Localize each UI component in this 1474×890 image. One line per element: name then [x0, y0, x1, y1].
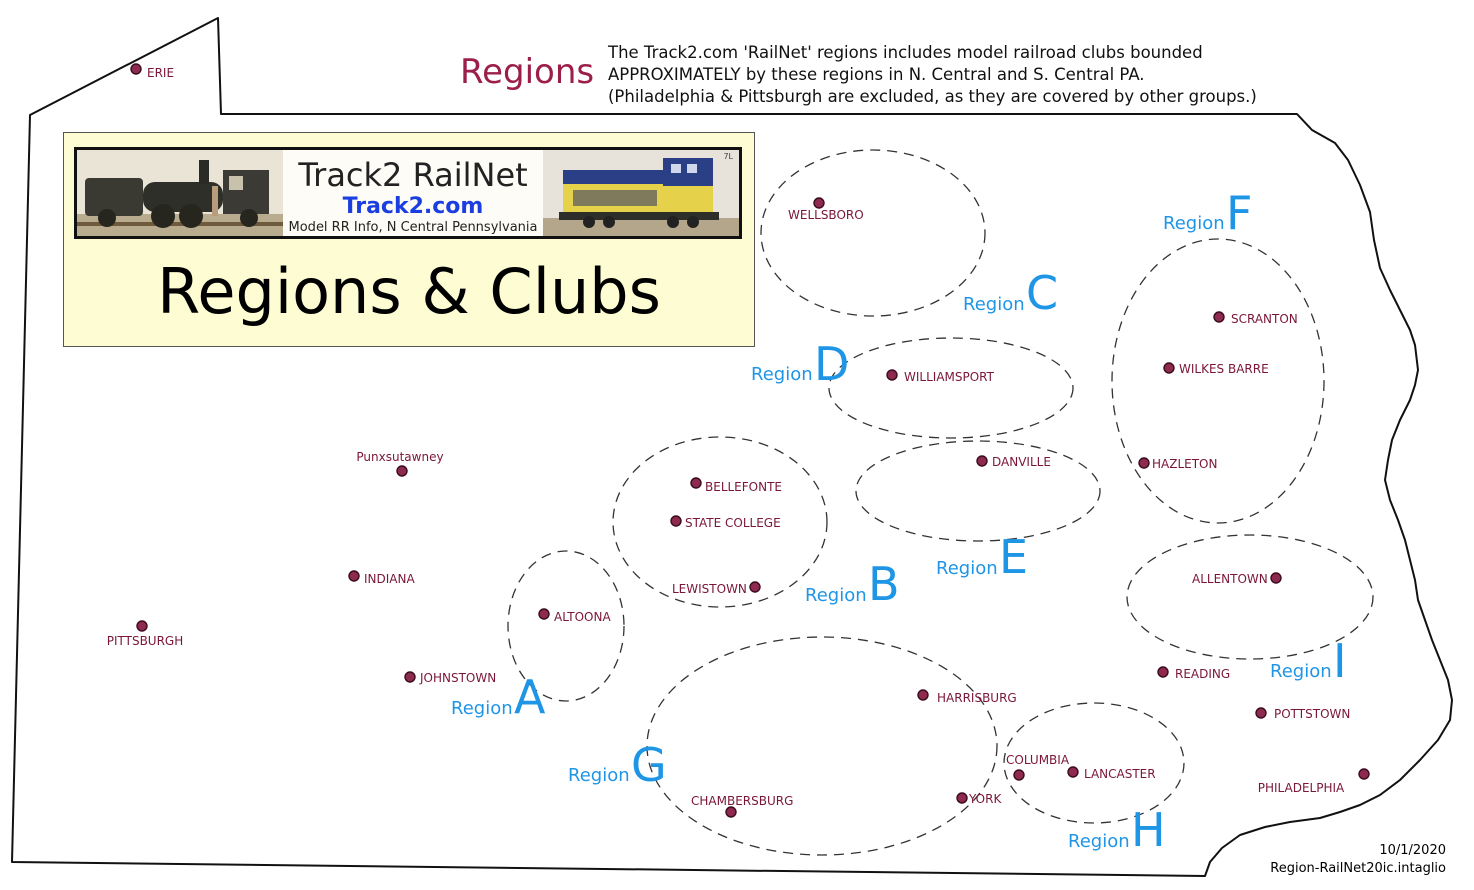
- intro-line: APPROXIMATELY by these regions in N. Central and S. Central PA.: [608, 65, 1145, 84]
- city-label: Punxsutawney: [356, 450, 444, 464]
- region-word: Region: [751, 364, 813, 385]
- city-marker[interactable]: [672, 582, 760, 596]
- city-label: HARRISBURG: [937, 691, 1017, 705]
- diesel-locomotive-image: [543, 150, 739, 236]
- banner-title: Track2 RailNet: [298, 156, 528, 194]
- region-letter: F: [1226, 186, 1253, 240]
- region-word: Region: [451, 698, 513, 719]
- city-marker[interactable]: [691, 478, 782, 494]
- region-letter: E: [999, 530, 1029, 584]
- region-letter: A: [514, 670, 546, 724]
- intro-line: (Philadelphia & Pittsburgh are excluded, as they are covered by other groups.): [608, 87, 1257, 106]
- city-dot: [1271, 573, 1281, 583]
- city-label: YORK: [969, 792, 1002, 806]
- region-letter: B: [868, 557, 900, 611]
- city-label: COLUMBIA: [1006, 753, 1070, 767]
- city-marker[interactable]: [887, 370, 995, 384]
- city-dot: [1158, 667, 1168, 677]
- city-label: PHILADELPHIA: [1257, 781, 1345, 795]
- region-letter: H: [1131, 803, 1166, 857]
- track2-railnet-banner[interactable]: [74, 147, 742, 239]
- region-word: Region: [936, 558, 998, 579]
- city-dot: [671, 516, 681, 526]
- region-letter: C: [1026, 266, 1059, 320]
- city-marker[interactable]: [1192, 572, 1281, 586]
- city-dot: [1164, 363, 1174, 373]
- city-label: READING: [1175, 667, 1231, 681]
- banner-site-link[interactable]: Track2.com: [342, 194, 484, 219]
- city-dot: [1359, 769, 1369, 779]
- city-label: ALLENTOWN: [1192, 572, 1268, 586]
- city-label: BELLEFONTE: [705, 480, 783, 494]
- city-label: STATE COLLEGE: [685, 516, 781, 530]
- city-dot: [137, 621, 147, 631]
- regions-heading: Regions: [460, 52, 595, 92]
- region-word: Region: [805, 585, 867, 606]
- city-label: INDIANA: [364, 572, 415, 586]
- city-label: PITTSBURGH: [106, 634, 184, 648]
- steam-locomotive-image: [77, 150, 283, 236]
- region-word: Region: [568, 765, 630, 786]
- city-dot: [977, 456, 987, 466]
- region-letter: I: [1333, 634, 1347, 688]
- city-dot: [131, 64, 141, 74]
- banner-tagline: Model RR Info, N Central Pennsylvania: [288, 220, 538, 235]
- city-label: JOHNSTOWN: [420, 671, 497, 685]
- city-dot: [1068, 767, 1078, 777]
- region-word: Region: [963, 294, 1025, 315]
- city-dot: [1214, 312, 1224, 322]
- map-filename: Region-RailNet20ic.intaglio: [1270, 861, 1446, 876]
- city-dot: [1014, 770, 1024, 780]
- banner-corner-tag: 7L: [723, 152, 733, 161]
- city-label: WELLSBORO: [788, 208, 864, 222]
- map-date: 10/1/2020: [1379, 843, 1446, 858]
- region-letter: D: [814, 337, 850, 391]
- regions-description: [608, 42, 1368, 108]
- city-marker[interactable]: [671, 516, 781, 530]
- city-label: ALTOONA: [554, 610, 611, 624]
- region-word: Region: [1270, 661, 1332, 682]
- city-label: HAZLETON: [1152, 457, 1218, 471]
- city-dot: [814, 198, 824, 208]
- region-letter: G: [631, 738, 667, 792]
- city-label: WILKES BARRE: [1179, 362, 1269, 376]
- city-label: LANCASTER: [1084, 767, 1156, 781]
- city-dot: [349, 571, 359, 581]
- city-dot: [887, 370, 897, 380]
- city-label: ERIE: [147, 66, 175, 80]
- city-dot: [918, 690, 928, 700]
- title-box: [63, 132, 755, 347]
- city-label: POTTSTOWN: [1274, 707, 1351, 721]
- city-dot: [405, 672, 415, 682]
- city-dot: [750, 582, 760, 592]
- city-dot: [1139, 458, 1149, 468]
- city-dot: [539, 609, 549, 619]
- city-label: WILLIAMSPORT: [904, 370, 994, 384]
- city-dot: [957, 793, 967, 803]
- region-word: Region: [1163, 213, 1225, 234]
- city-dot: [1256, 708, 1266, 718]
- city-dot: [691, 478, 701, 488]
- city-label: CHAMBERSBURG: [691, 794, 794, 808]
- city-dot: [726, 807, 736, 817]
- city-label: SCRANTON: [1231, 312, 1298, 326]
- city-marker[interactable]: [1164, 362, 1269, 376]
- intro-line: The Track2.com 'RailNet' regions includes model railroad clubs bounded: [608, 43, 1203, 62]
- city-label: LEWISTOWN: [672, 582, 747, 596]
- city-label: DANVILLE: [992, 455, 1051, 469]
- city-dot: [397, 466, 407, 476]
- page-title: Regions & Clubs: [157, 255, 661, 328]
- region-word: Region: [1068, 831, 1130, 852]
